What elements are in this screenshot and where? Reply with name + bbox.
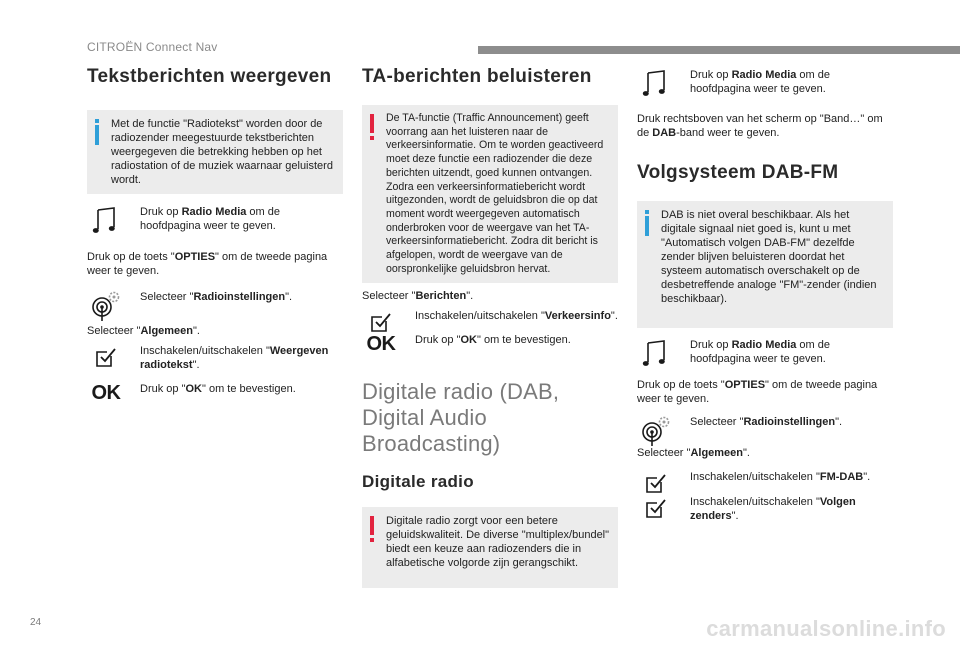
column-2 [362, 66, 618, 588]
column-3 [637, 68, 893, 523]
info-box [637, 201, 893, 328]
step-fm-dab: Inschakelen/uitschakelen "FM-DAB". [637, 470, 893, 484]
section-title-ta-berichten: TA-berichten beluisteren [362, 66, 592, 87]
warning-marker-icon [370, 516, 374, 542]
paragraph-berichten: Selecteer "Berichten". [362, 290, 474, 303]
header-bar [478, 46, 960, 54]
radio-settings-icon [87, 290, 125, 320]
watermark: carmanualsonline.info [706, 616, 946, 641]
info-marker-icon [95, 119, 99, 145]
warning-box [362, 105, 618, 283]
paragraph-band: Druk rechtsboven van het scherm op "Band…" om de DAB-band weer te geven. [637, 113, 883, 139]
step-ok: OK Druk op "OK" om te bevestigen. [87, 382, 343, 396]
ok-icon: OK [366, 333, 396, 356]
checkbox-icon [637, 495, 675, 525]
ok-icon: OK [91, 382, 121, 404]
section-title-tekstberichten: Tekstberichten weergeven [87, 66, 332, 87]
warning-text: Digitale radio zorgt voor een betere geluidskwaliteit. De diverse "multiplex/bundel" biedt een keuze aan radiozenders die in alfabetische volgorde zijn gerangschikt. [386, 515, 610, 570]
step-volgen-zenders: Inschakelen/uitschakelen "Volgen zenders". [637, 495, 893, 523]
checkbox-icon [87, 344, 125, 374]
info-marker-icon [645, 210, 649, 236]
step-radioinstellingen: Selecteer "Radioinstellingen". [637, 415, 893, 429]
subsection-title-digitale-radio: Digitale radio [362, 472, 474, 492]
page-number: 24 [30, 617, 42, 628]
info-text: Met de functie "Radiotekst" worden door de radiozender meegestuurde tekstberichten weergegeven die betrekking hebben op het radiostation of de muziek waarnaar geluisterd wordt. [111, 118, 333, 186]
step-radioinstellingen: Selecteer "Radioinstellingen". [87, 290, 343, 304]
warning-marker-icon [370, 114, 374, 140]
step-radio-media: Druk op Radio Media om de hoofdpagina weer te geven. [637, 338, 893, 366]
step-weergeven-radiotekst: Inschakelen/uitschakelen "Weergeven radiotekst". [87, 344, 343, 372]
section-title-volgsysteem: Volgsysteem DAB-FM [637, 162, 839, 183]
music-note-icon [637, 68, 675, 98]
step-radio-media: Druk op Radio Media om de hoofdpagina weer te geven. [637, 68, 893, 96]
step-radio-media: Druk op Radio Media om de hoofdpagina weer te geven. [87, 205, 343, 233]
paragraph-opties: Druk op de toets "OPTIES" om de tweede pagina weer te geven. [637, 379, 878, 405]
radio-settings-icon [637, 415, 675, 445]
step-ok: OK Druk op "OK" om te bevestigen. [362, 333, 618, 347]
step-verkeersinfo: Inschakelen/uitschakelen "Verkeersinfo". [362, 309, 618, 323]
page-header-title: CITROËN Connect Nav [87, 40, 218, 54]
paragraph-algemeen: Selecteer "Algemeen". [87, 325, 200, 337]
warning-text: De TA-functie (Traffic Announcement) geeft voorrang aan het luisteren naar de verkeersinformatie. Om te worden geactiveerd moet deze functie een radiozender die deze berichten uitzendt, goed kunnen ontvangen. Zodra een verkeersinformatiebericht wordt uitgezonden, wordt de geluidsbron die op dat moment wordt weergegeven automatisch onderbroken voor de weergave van het TA-verkeersinformatiebericht. Zodra dit bericht is afgelopen, wordt de weergave van de oorspronkelijke geluidsbron hervat. [386, 112, 604, 275]
section-title-digitale-radio-dab: Digitale radio (DAB, Digital Audio Broadcasting) [362, 379, 560, 457]
paragraph-opties: Druk op de toets "OPTIES" om de tweede pagina weer te geven. [87, 251, 328, 277]
info-text: DAB is niet overal beschikbaar. Als het digitale signaal niet goed is, kunt u met "Automatisch volgen DAB-FM" dezelfde zender blijven beluisteren doordat het systeem automatisch overschakelt op de desbetreffende analoge "FM"-zender (indien beschikbaar). [661, 209, 877, 305]
column-1 [87, 66, 343, 404]
music-note-icon [637, 338, 675, 368]
warning-box [362, 507, 618, 588]
paragraph-algemeen: Selecteer "Algemeen". [637, 447, 750, 459]
info-box [87, 110, 343, 194]
music-note-icon [87, 205, 125, 235]
